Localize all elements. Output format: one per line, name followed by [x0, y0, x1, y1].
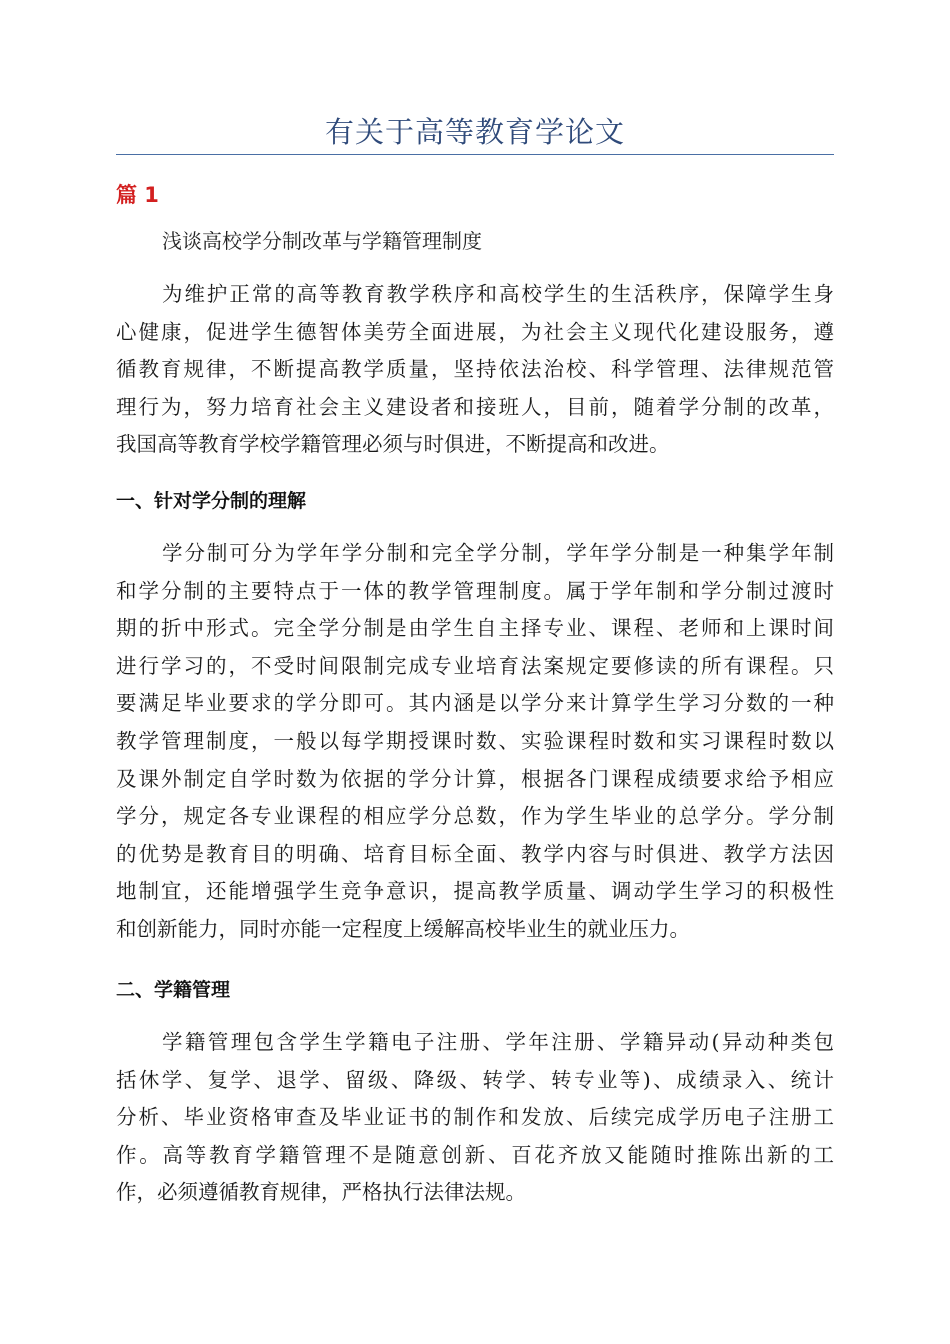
- paragraph-line: 我国高等教育学校学籍管理必须与时俱进，不断提高和改进。: [116, 432, 670, 457]
- section-heading-1: 一、针对学分制的理解: [116, 490, 307, 512]
- paragraph-line: 心健康，促进学生德智体美劳全面进展，为社会主义现代化建设服务，遵: [116, 319, 834, 344]
- paragraph-line: 教学管理制度，一般以每学期授课时数、实验课程时数和实习课程时数以: [116, 728, 834, 753]
- paragraph-line: 的优势是教育目的明确、培育目标全面、教学内容与时俱进、教学方法因: [116, 841, 834, 866]
- paragraph-line: 为维护正常的高等教育教学秩序和高校学生的生活秩序，保障学生身: [162, 282, 834, 306]
- article-subtitle: 浅谈高校学分制改革与学籍管理制度: [162, 229, 482, 253]
- paragraph-line: 要满足毕业要求的学分即可。其内涵是以学分来计算学生学习分数的一种: [116, 691, 834, 716]
- paragraph-line: 循教育规律，不断提高教学质量，坚持依法治校、科学管理、法律规范管: [116, 357, 834, 382]
- section-2-paragraph: [116, 1024, 834, 1212]
- paragraph-line: 学分，规定各专业课程的相应学分总数，作为学生毕业的总学分。学分制: [116, 804, 834, 829]
- section-heading-2: 二、学籍管理: [116, 979, 231, 1001]
- paragraph-line: 和学分制的主要特点于一体的教学管理制度。属于学年制和学分制过渡时: [116, 578, 834, 603]
- document-title: 有关于高等教育学论文: [324, 115, 625, 149]
- paragraph-line: 学分制可分为学年学分制和完全学分制，学年学分制是一种集学年制: [162, 541, 834, 565]
- paragraph-line: 理行为，努力培育社会主义建设者和接班人，目前，随着学分制的改革，: [116, 394, 834, 419]
- paragraph-line: 作。高等教育学籍管理不是随意创新、百花齐放又能随时推陈出新的工: [116, 1142, 834, 1167]
- paragraph-line: 括休学、复学、退学、留级、降级、转学、转专业等)、成绩录入、统计: [116, 1067, 834, 1092]
- section-label: 篇 1: [116, 183, 159, 207]
- intro-paragraph: [116, 276, 834, 464]
- paragraph-line: 学籍管理包含学生学籍电子注册、学年注册、学籍异动(异动种类包: [162, 1030, 834, 1054]
- paragraph-line: 作，必须遵循教育规律，严格执行法律法规。: [116, 1180, 526, 1205]
- paragraph-line: 和创新能力，同时亦能一定程度上缓解高校毕业生的就业压力。: [116, 916, 690, 941]
- paragraph-line: 期的折中形式。完全学分制是由学生自主择专业、课程、老师和上课时间: [116, 616, 834, 641]
- title-underline: [116, 154, 834, 155]
- section-1-paragraph: [116, 535, 834, 949]
- paragraph-line: 分析、毕业资格审查及毕业证书的制作和发放、后续完成学历电子注册工: [116, 1105, 834, 1130]
- paragraph-line: 地制宜，还能增强学生竞争意识，提高教学质量、调动学生学习的积极性: [116, 879, 834, 904]
- paragraph-line: 及课外制定自学时数为依据的学分计算，根据各门课程成绩要求给予相应: [116, 766, 834, 791]
- paragraph-line: 进行学习的，不受时间限制完成专业培育法案规定要修读的所有课程。只: [116, 653, 834, 678]
